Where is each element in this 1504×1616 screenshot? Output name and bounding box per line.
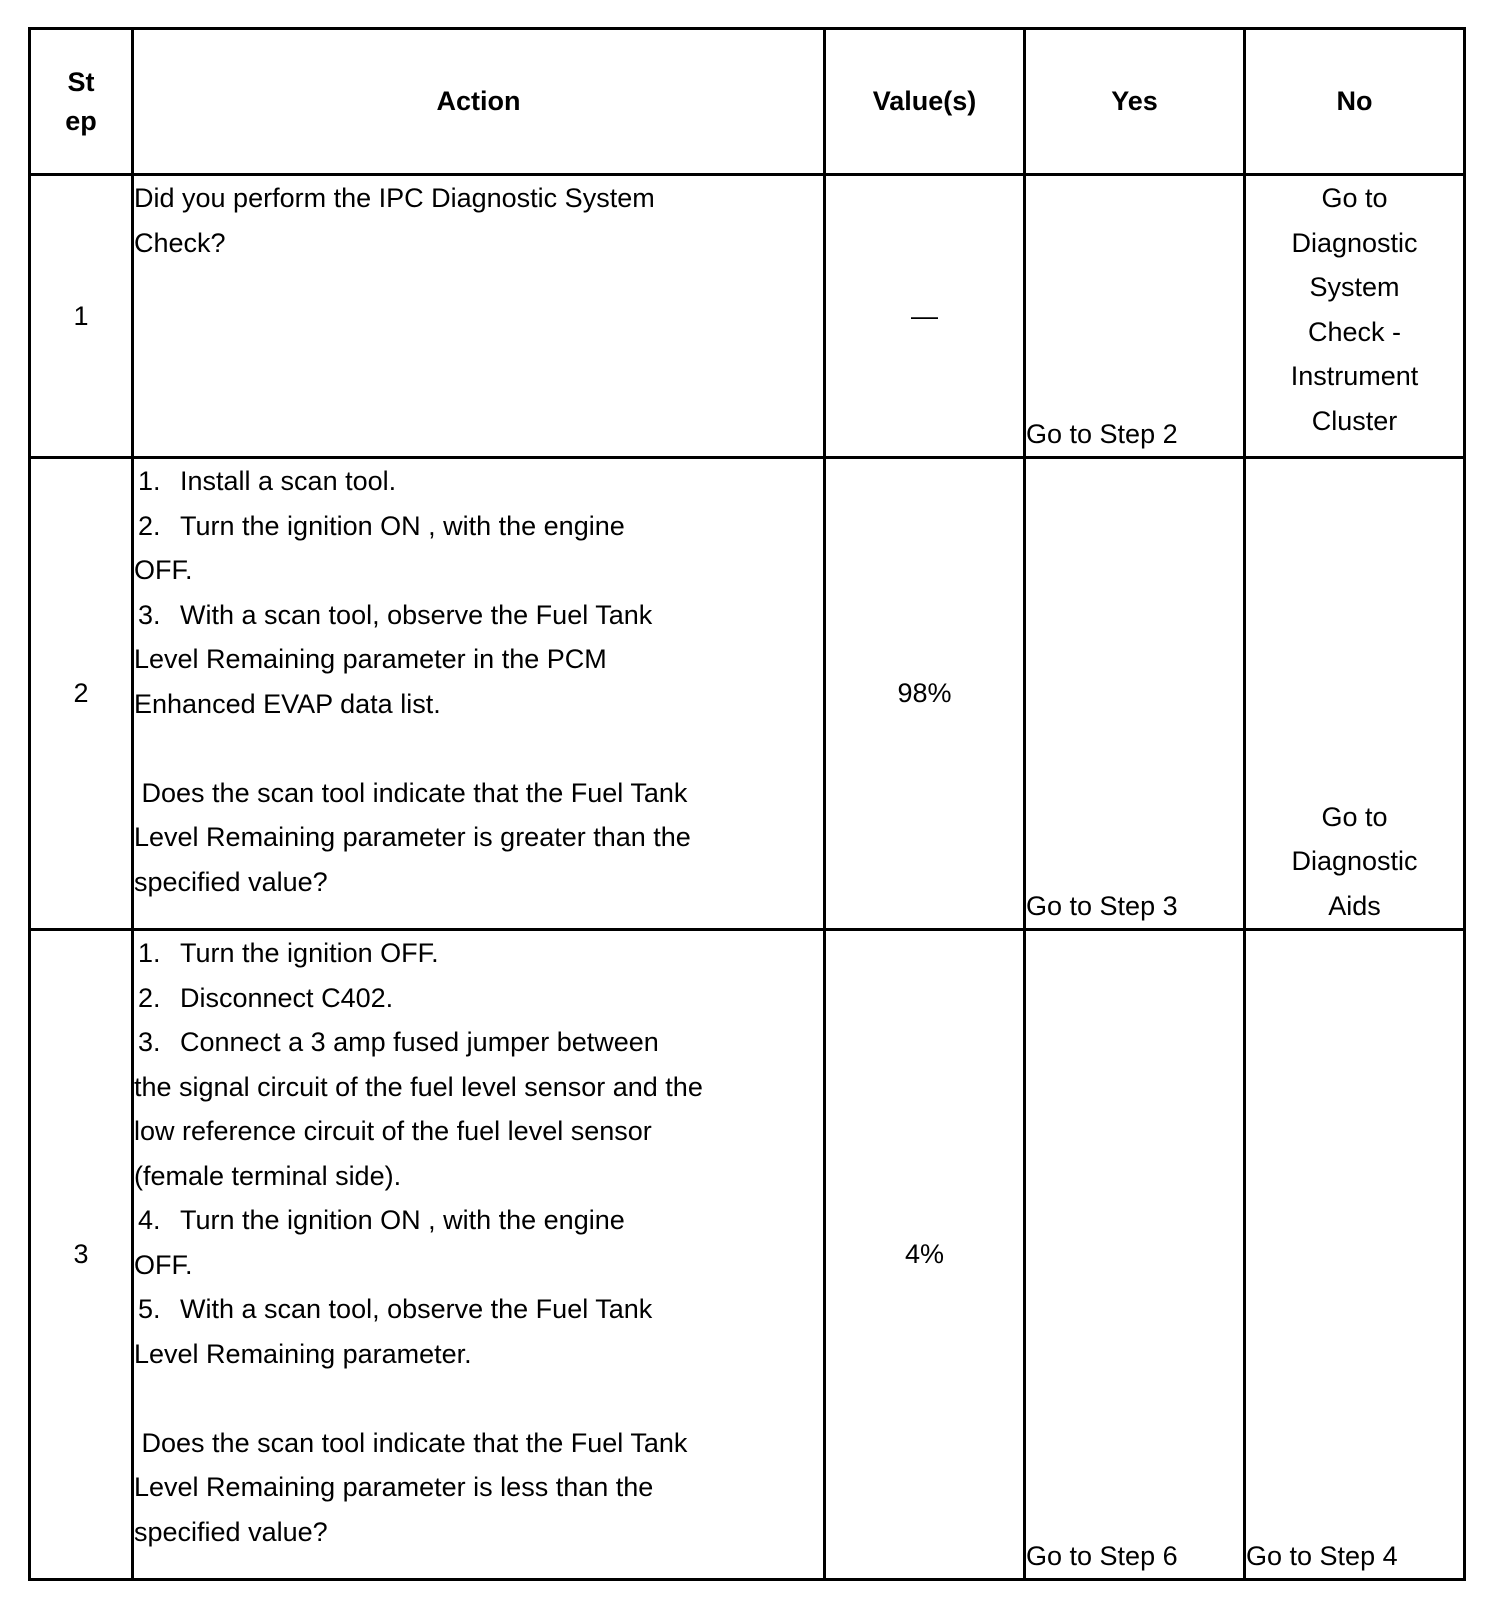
action-step-continuation: (female terminal side). [134,1160,402,1191]
action-step-text: Turn the ignition ON , with the engine [180,1205,625,1235]
action-step-number: 3. [138,599,161,630]
action-cell [133,175,825,458]
no-text-line: Go to [1321,183,1388,213]
step-number: 2 [30,458,133,930]
no-text-line: System [1309,272,1400,302]
question-line: Does the scan tool indicate that the Fuel Tank [134,777,688,808]
action-step-text: With a scan tool, observe the Fuel Tank [180,599,653,630]
header-step-line1: St [67,66,95,97]
question-line: specified value? [134,1516,328,1547]
no-text-line: Diagnostic [1291,227,1418,258]
step-number: 1 [30,175,133,458]
yes-link[interactable]: Go to Step 6 [1025,930,1245,1580]
action-step-continuation: OFF. [134,555,193,585]
yes-link[interactable]: Go to Step 3 [1025,458,1245,930]
action-cell [133,458,825,930]
question-line: specified value? [134,866,328,897]
no-text-line: Diagnostic [1291,846,1418,876]
header-row [30,29,1465,175]
header-values: Value(s) [825,29,1025,175]
header-action: Action [133,29,825,175]
action-step-continuation: Level Remaining parameter. [134,1338,472,1369]
no-link[interactable] [1245,458,1465,930]
question-line: Level Remaining parameter is less than the [134,1472,654,1502]
no-text-line: Aids [1328,890,1381,921]
action-step-number: 3. [138,1027,161,1057]
action-step-text: Turn the ignition ON , with the engine [180,510,625,541]
no-text-line: Go to [1321,801,1388,832]
action-cell [133,930,825,1580]
action-text-line: Did you perform the IPC Diagnostic System [134,183,655,213]
table-row [30,175,1465,458]
action-step-continuation: low reference circuit of the fuel level sensor [134,1116,652,1146]
table-row [30,930,1465,1580]
action-step-line [134,976,823,1021]
no-link[interactable] [1245,175,1465,458]
no-text-line: Check - [1307,316,1402,347]
action-step-text: Turn the ignition OFF. [180,938,439,968]
action-step-line [134,1198,823,1243]
header-yes: Yes [1025,29,1245,175]
step-number: 3 [30,930,133,1580]
action-step-number: 4. [138,1205,161,1235]
action-step-text: With a scan tool, observe the Fuel Tank [180,1294,653,1324]
action-step-continuation: Enhanced EVAP data list. [134,688,441,719]
diagnostic-table [28,27,1466,1581]
action-step-line [134,593,823,638]
table-row [30,458,1465,930]
action-step-line [134,459,823,504]
question-line: Does the scan tool indicate that the Fuel Tank [134,1427,688,1458]
action-step-continuation: the signal circuit of the fuel level sensor and the [134,1071,703,1102]
action-step-line [134,931,823,976]
no-link[interactable]: Go to Step 4 [1245,930,1465,1580]
value-cell: 98% [825,458,1025,930]
header-step-line2: ep [65,105,97,136]
action-step-continuation: Level Remaining parameter in the PCM [134,644,607,674]
action-text-line: Check? [134,227,226,258]
action-step-number: 1. [138,466,161,496]
question-line: Level Remaining parameter is greater than the [134,822,691,852]
value-cell: — [825,175,1025,458]
yes-link[interactable]: Go to Step 2 [1025,175,1245,458]
action-step-number: 5. [138,1294,161,1324]
action-step-text: Disconnect C402. [180,982,394,1013]
no-text-line: Cluster [1311,405,1398,436]
action-step-number: 2. [138,982,161,1013]
value-cell: 4% [825,930,1025,1580]
action-step-line [134,504,823,549]
action-step-text: Install a scan tool. [180,466,397,496]
action-step-continuation: OFF. [134,1249,193,1280]
header-step [30,29,133,175]
action-step-number: 2. [138,510,161,541]
header-no: No [1245,29,1465,175]
no-text-line: Instrument [1290,361,1419,391]
action-step-line [134,1020,823,1065]
action-step-text: Connect a 3 amp fused jumper between [180,1027,659,1057]
action-step-number: 1. [138,938,161,968]
action-step-line [134,1287,823,1332]
